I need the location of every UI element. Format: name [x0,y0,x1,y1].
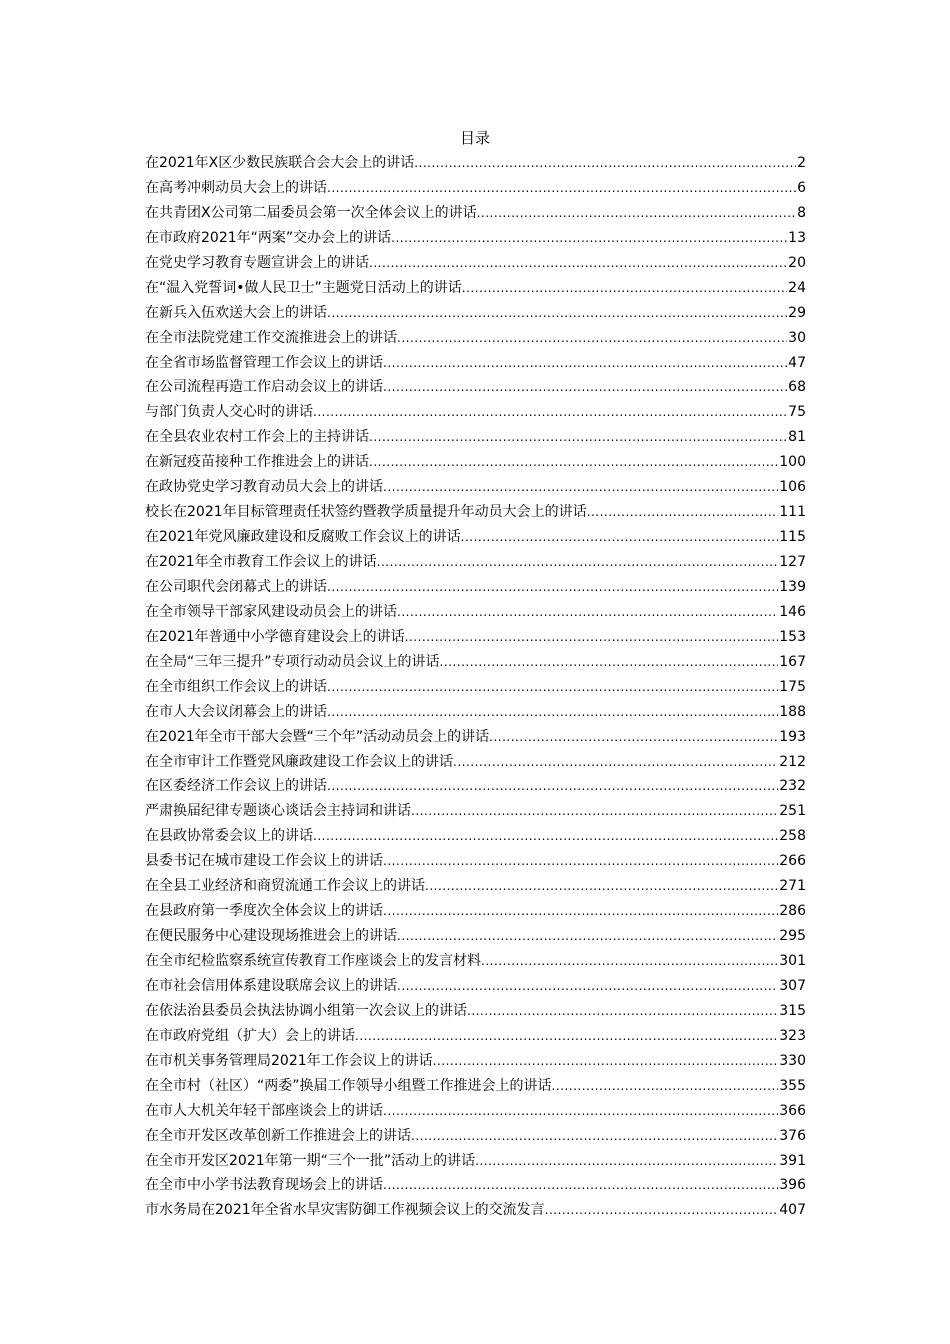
toc-entry[interactable] [145,351,806,376]
toc-dot-leader [462,276,787,301]
toc-dot-leader [369,251,787,276]
toc-entry-title: 在全市法院党建工作交流推进会上的讲话 [145,329,397,346]
toc-entry-page-number: 396 [779,1177,806,1194]
toc-dot-leader [545,1198,779,1223]
toc-entry-page-number: 330 [779,1052,806,1069]
toc-entry-page-number: 315 [779,1002,806,1019]
toc-entry[interactable] [145,400,806,425]
toc-entry[interactable] [145,1074,806,1099]
toc-entry-title: 在市政府2021年“两案”交办会上的讲话 [145,229,392,246]
toc-entry-title: 在全市领导干部家风建设动员会上的讲话 [145,603,397,620]
toc-entry[interactable] [145,425,806,450]
toc-entry-title: 在全省市场监督管理工作会议上的讲话 [145,354,383,371]
toc-dot-leader [489,725,778,750]
toc-entry-title: 在2021年全市教育工作会议上的讲话 [145,554,377,570]
toc-entry[interactable] [145,1024,806,1049]
toc-entry-page-number: 366 [779,1102,806,1119]
toc-entry-page-number: 8 [797,204,806,221]
toc-title: 目录 [459,129,490,147]
toc-dot-leader [313,400,787,425]
toc-entry-title: 在全市审计工作暨党风廉政建设工作会议上的讲话 [145,753,453,770]
toc-entry-title: 在市社会信用体系建设联席会议上的讲话 [145,977,397,994]
toc-entry-page-number: 258 [779,828,806,845]
toc-entry-title: 在市人大会议闭幕会上的讲话 [145,703,327,720]
toc-entry[interactable] [145,226,806,251]
toc-entry-title: 在新冠疫苗接种工作推进会上的讲话 [145,454,369,471]
toc-dot-leader [383,1173,778,1198]
toc-entry-page-number: 301 [779,953,806,969]
toc-entry-title: 在市机关事务管理局2021年工作会议上的讲话 [145,1052,433,1069]
toc-entry-title: 在2021年党风廉政建设和反腐败工作会议上的讲话 [145,529,461,546]
toc-entry-page-number: 376 [779,1127,806,1144]
toc-entry[interactable] [145,550,806,575]
toc-entry[interactable] [145,450,806,475]
toc-entry-title: 在全局“三年三提升”专项行动动员会议上的讲话 [145,653,440,670]
toc-entry-page-number: 295 [779,928,806,945]
toc-entry[interactable] [145,1049,806,1074]
toc-entry-title: 在党史学习教育专题宣讲会上的讲话 [145,254,369,271]
toc-entry-page-number: 307 [779,977,806,994]
toc-entry-page-number: 407 [779,1202,806,1219]
toc-entry-title: 在县政府第一季度次全体会议上的讲话 [145,903,383,920]
toc-entry[interactable] [145,700,806,725]
toc-dot-leader [397,600,778,625]
toc-entry[interactable] [145,874,806,899]
toc-dot-leader [453,750,778,775]
toc-entry-page-number: 286 [779,903,806,920]
toc-entry-title: 在全县工业经济和商贸流通工作会议上的讲话 [145,878,425,895]
toc-dot-leader [411,799,778,824]
toc-entry[interactable] [145,974,806,999]
toc-entry[interactable] [145,1099,806,1124]
toc-entry[interactable] [145,375,806,400]
toc-entry-title: 在公司流程再造工作启动会议上的讲话 [145,379,383,396]
toc-entry-page-number: 115 [779,529,806,546]
toc-entry-title: 在县政协常委会议上的讲话 [145,828,313,845]
toc-dot-leader [467,999,778,1024]
toc-dot-leader [425,874,778,899]
toc-entry[interactable] [145,949,806,974]
toc-entry-title: 在2021年全市干部大会暨“三个年”活动动员会上的讲话 [145,728,490,745]
toc-dot-leader [397,326,787,351]
toc-entry[interactable] [145,725,806,750]
toc-dot-leader [327,700,778,725]
toc-dot-leader [383,1099,778,1124]
toc-entry-title: 在全市纪检监察系统宣传教育工作座谈会上的发言材料 [145,953,481,969]
toc-entry-title: 在依法治县委员会执法协调小组第一次会议上的讲话 [145,1002,467,1019]
toc-list [145,151,806,1223]
toc-entry-page-number: 323 [779,1027,806,1044]
toc-entry-page-number: 13 [788,229,806,246]
toc-entry-title: 在市政府党组（扩大）会上的讲话 [145,1027,355,1044]
toc-entry[interactable] [145,276,806,301]
toc-entry-page-number: 153 [779,628,806,645]
toc-dot-leader [461,525,779,550]
toc-entry[interactable] [145,774,806,799]
toc-dot-leader [383,475,778,500]
toc-dot-leader [433,1049,779,1074]
toc-entry-page-number: 251 [779,803,806,820]
toc-entry[interactable] [145,999,806,1024]
toc-entry-page-number: 391 [779,1152,806,1169]
toc-entry[interactable] [145,475,806,500]
toc-entry-title: 在市人大机关年轻干部座谈会上的讲话 [145,1102,383,1119]
toc-entry-title: 在公司职代会闭幕式上的讲话 [145,578,327,595]
toc-dot-leader [377,550,779,575]
toc-entry-title: 在全市村（社区）“两委”换届工作领导小组暨工作推进会上的讲话 [145,1077,552,1094]
toc-dot-leader [397,974,778,999]
toc-dot-leader [327,774,778,799]
toc-entry-page-number: 175 [779,678,806,695]
toc-entry-title: 在高考冲刺动员大会上的讲话 [145,179,327,196]
toc-dot-leader [475,1149,778,1174]
toc-entry[interactable] [145,251,806,276]
toc-dot-leader [327,675,778,700]
toc-dot-leader [397,924,778,949]
toc-entry-title: 在新兵入伍欢送大会上的讲话 [145,304,327,321]
toc-dot-leader [327,301,787,326]
toc-entry-page-number: 212 [779,753,806,770]
toc-dot-leader [477,201,796,226]
toc-entry-page-number: 75 [788,404,806,421]
toc-entry-title: 在全市中小学书法教育现场会上的讲话 [145,1177,383,1194]
toc-entry-page-number: 193 [779,728,806,745]
toc-entry-page-number: 29 [788,304,806,321]
toc-entry-page-number: 2 [797,155,806,171]
toc-dot-leader [383,849,778,874]
toc-entry-page-number: 111 [779,504,806,521]
toc-entry-page-number: 47 [788,354,806,371]
toc-entry[interactable] [145,899,806,924]
toc-entry-title: 在全市组织工作会议上的讲话 [145,678,327,695]
toc-entry-page-number: 6 [797,179,806,196]
toc-entry-page-number: 100 [779,454,806,471]
toc-entry-title: 在全县农业农村工作会上的主持讲话 [145,429,369,446]
toc-dot-leader [587,500,779,525]
toc-entry-title: 在2021年普通中小学德育建设会上的讲话 [145,628,405,645]
toc-entry[interactable] [145,750,806,775]
toc-dot-leader [369,425,787,450]
toc-dot-leader [383,899,778,924]
toc-entry[interactable] [145,575,806,600]
toc-entry-title: 在2021年X区少数民族联合会大会上的讲话 [145,155,415,171]
toc-entry[interactable] [145,525,806,550]
toc-dot-leader [405,625,779,650]
toc-entry[interactable] [145,151,806,176]
toc-entry-page-number: 232 [779,778,806,795]
toc-entry-page-number: 127 [779,554,806,570]
toc-entry[interactable] [145,924,806,949]
toc-dot-leader [414,151,796,176]
toc-entry[interactable] [145,799,806,824]
toc-entry-page-number: 81 [788,429,806,446]
toc-entry-title: 在共青团X公司第二届委员会第一次全体会议上的讲话 [145,204,477,221]
toc-entry-page-number: 266 [779,853,806,870]
toc-dot-leader [411,1124,778,1149]
toc-entry[interactable] [145,500,806,525]
toc-entry[interactable] [145,201,806,226]
toc-dot-leader [383,375,787,400]
toc-entry-page-number: 355 [779,1077,806,1094]
toc-dot-leader [355,1024,778,1049]
toc-entry[interactable] [145,625,806,650]
toc-entry-page-number: 271 [779,878,806,895]
toc-entry-page-number: 139 [779,578,806,595]
toc-dot-leader [327,575,778,600]
toc-dot-leader [481,949,778,974]
toc-entry-page-number: 146 [779,603,806,620]
toc-entry-title: 与部门负责人交心时的讲话 [145,404,313,421]
toc-entry-page-number: 24 [788,279,806,296]
toc-dot-leader [552,1074,779,1099]
toc-entry[interactable] [145,600,806,625]
toc-entry-title: 校长在2021年目标管理责任状签约暨教学质量提升年动员大会上的讲话 [145,504,587,521]
toc-entry-title: 在“温入党誓词•做人民卫士”主题党日活动上的讲话 [145,279,462,296]
toc-dot-leader [383,351,787,376]
toc-entry-title: 在区委经济工作会议上的讲话 [145,778,327,795]
toc-entry[interactable] [145,849,806,874]
toc-entry[interactable] [145,650,806,675]
toc-entry-title: 在便民服务中心建设现场推进会上的讲话 [145,928,397,945]
toc-entry-title: 在全市开发区2021年第一期“三个一批”活动上的讲话 [145,1152,476,1169]
toc-dot-leader [440,650,779,675]
toc-entry[interactable] [145,1198,806,1223]
toc-entry-page-number: 106 [779,479,806,496]
toc-entry-page-number: 30 [788,329,806,346]
toc-entry[interactable] [145,1124,806,1149]
toc-entry-page-number: 20 [788,254,806,271]
toc-dot-leader [327,176,796,201]
toc-entry-title: 在全市开发区改革创新工作推进会上的讲话 [145,1127,411,1144]
toc-entry-page-number: 68 [788,379,806,396]
toc-entry-title: 严肃换届纪律专题谈心谈话会主持词和讲话 [145,803,411,820]
toc-entry-title: 县委书记在城市建设工作会议上的讲话 [145,853,383,870]
toc-entry[interactable] [145,326,806,351]
toc-dot-leader [391,226,787,251]
toc-entry-page-number: 188 [779,703,806,720]
toc-entry[interactable] [145,824,806,849]
toc-dot-leader [369,450,778,475]
toc-dot-leader [313,824,778,849]
toc-entry[interactable] [145,1149,806,1174]
toc-entry[interactable] [145,176,806,201]
toc-entry[interactable] [145,675,806,700]
toc-entry-page-number: 167 [779,653,806,670]
toc-entry[interactable] [145,301,806,326]
toc-entry[interactable] [145,1173,806,1198]
toc-entry-title: 在政协党史学习教育动员大会上的讲话 [145,479,383,496]
toc-entry-title: 市水务局在2021年全省水旱灾害防御工作视频会议上的交流发言 [145,1202,545,1219]
